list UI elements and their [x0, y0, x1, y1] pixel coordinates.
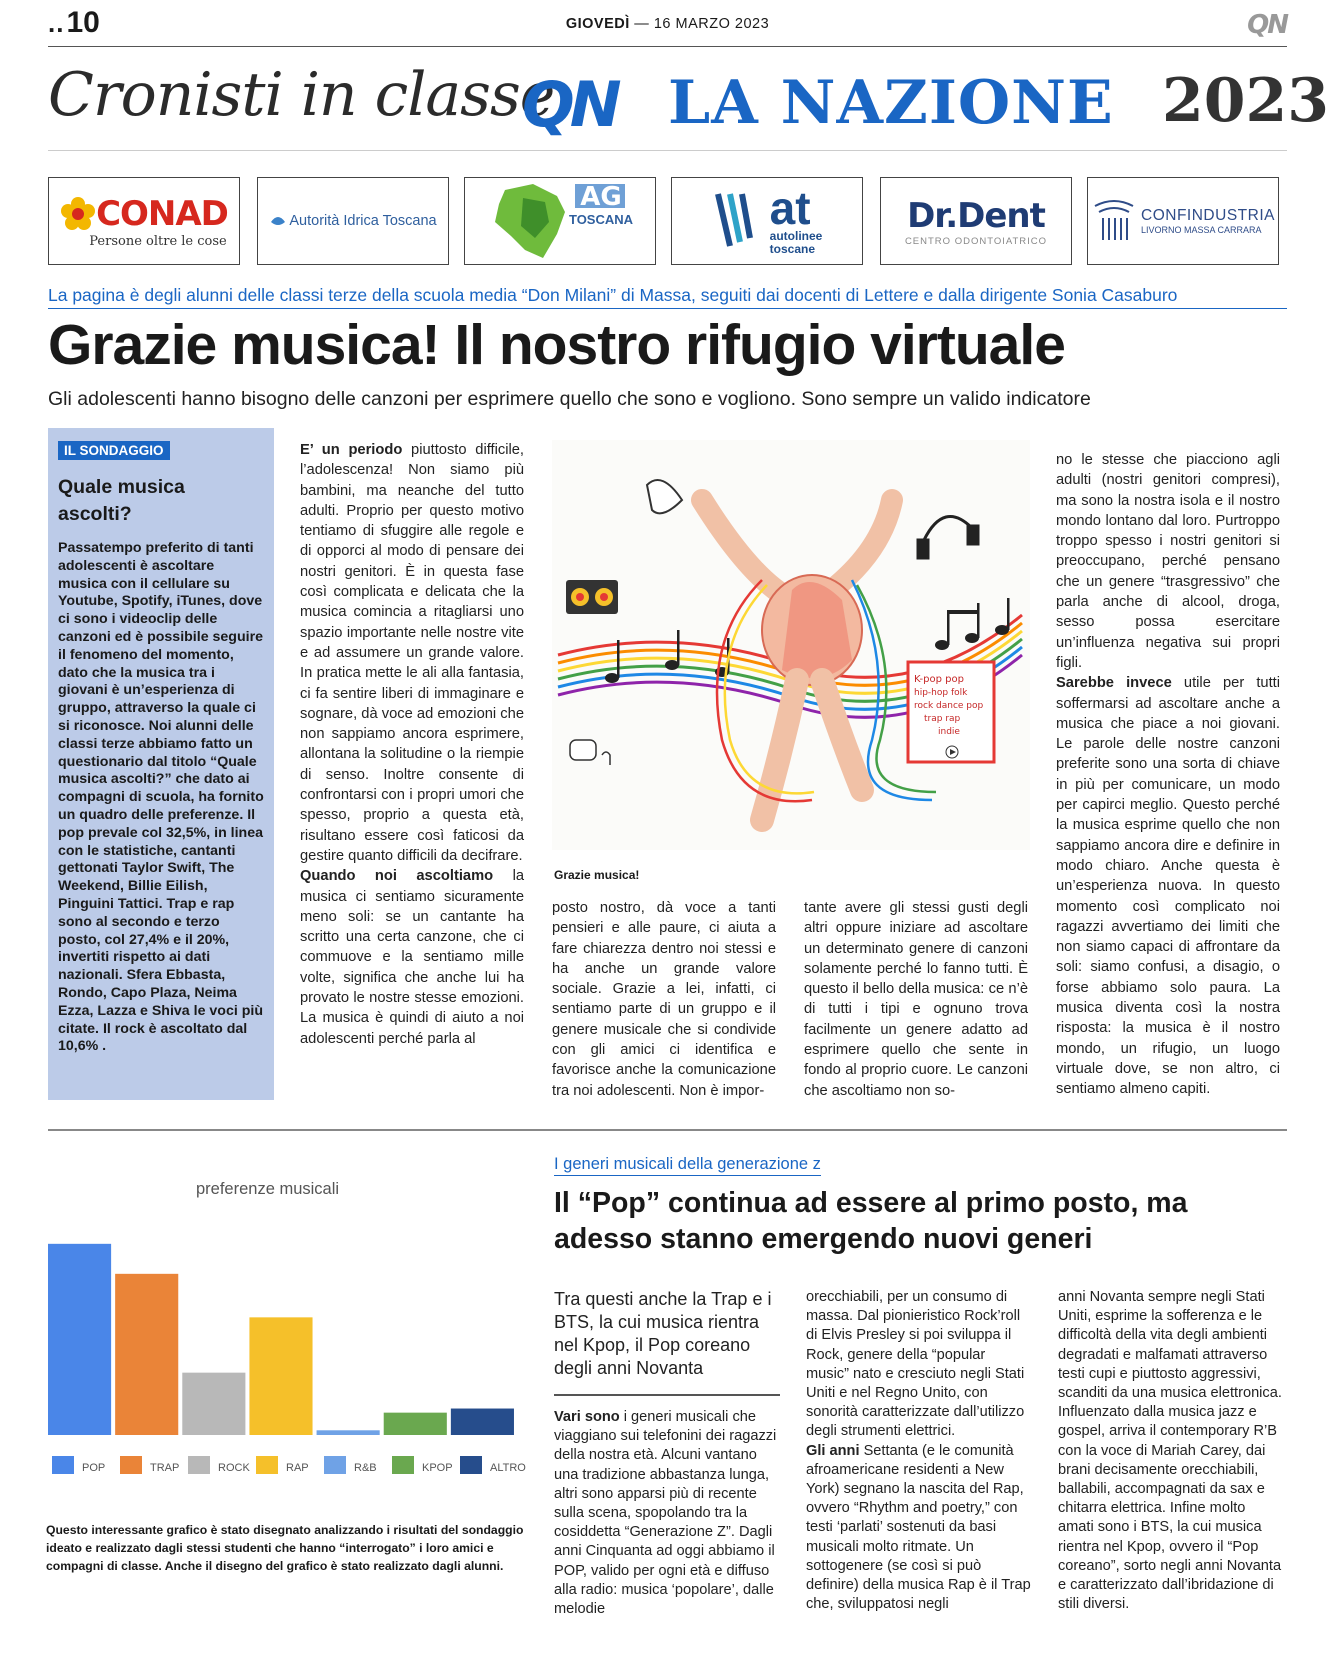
sidebar-title: Quale musica ascolti? [58, 476, 185, 525]
legend-swatch [188, 1456, 210, 1474]
genre-label: hip-hop folk [914, 688, 968, 698]
sponsor-name: Autorità Idrica Toscana [289, 213, 437, 229]
qn-logo: QN [522, 68, 617, 141]
section-column-2 [806, 1288, 1032, 1614]
genre-label: rock dance pop [914, 701, 984, 711]
article-text: utile per tutti soffermarsi ad ascoltare anche a musica che piace a noi giovani. Le parole delle nostre canzoni preferite sono una sorta di chiave in più per comunicare, un modo per capirci meglio. Questo perché la musica esprime quello che non sappiamo ancora dire e definire in modo chiaro. Anche questa è un’esperienza nuova. In questo momento così complicato noi ragazzi avvertiamo dei limiti che non siamo capaci di affrontare da soli: siamo confusi, a disagio, o forse abbiamo solo paura. La musica diventa così la nostra risposta: la musica è il nostro mondo, un rifugio, un luogo virtuale dove, se non altro, ci sentiamo almeno capiti. [1056, 675, 1280, 1098]
section-text: i generi musicali che viaggiano sui telefonini dei ragazzi della nostra età. Alcuni vantano una tradizione abbastanza lunga, altri sono apparsi più di recente sulla scena, spopolando tra la cosiddetta “Generazione Z”. Dagli anni Cinquanta ad oggi abbiamo il POP, valido per ogni età e diffuso alla radio: musica ‘popolare’, dalle melodie [554, 1409, 777, 1618]
phone-genres-icon [908, 662, 994, 762]
bar-pop [48, 1244, 111, 1435]
boombox-icon [566, 580, 618, 614]
bar-rb [317, 1430, 380, 1435]
intro-line: La pagina è degli alunni delle classi terze della scuola media “Don Milani” di Massa, seguiti dai docenti di Lettere e dalla dirigente Sonia Casaburo [48, 285, 1287, 309]
article-lead-in: E’ un periodo [300, 442, 403, 458]
subheadline: Gli adolescenti hanno bisogno delle canzoni per esprimere quello che sono e vogliono. Sono sempre un valido indicatore [48, 388, 1091, 410]
legend-label: ROCK [218, 1462, 250, 1474]
dateline-date: 16 MARZO 2023 [653, 16, 770, 32]
sponsor-sub: toscane [769, 242, 816, 256]
legend-label: POP [82, 1462, 106, 1474]
lead-rule [554, 1394, 780, 1396]
sponsor-name: CONAD [96, 193, 228, 234]
sponsor-confindustria[interactable] [1087, 177, 1279, 265]
article-column-3: tante avere gli stessi gusti degli altri oppure iniziare ad ascoltare un determinato genere di canzoni solamente perché lo fanno tutti. È questo il bello della musica: ce n’è di tutti i tipi e ognuno trova facilmente un genere adatto ad esprimere quello che sente in fondo al proprio cuore. Le canzoni che ascoltiamo non so- [804, 900, 1028, 1099]
image-caption: Grazie musica! [554, 868, 640, 882]
article-text: piuttosto difficile, l’adolescenza! Non siamo più bambini, ma neanche del tutto adulti. Proprio per questo motivo tentiamo di sfuggire alle regole e di opporci al modo di pensare dei nostri genitori. È in questa fase così complicata e delicata che la musica comincia a ritagliarsi uno spazio importante nelle nostre vite e ad assumere un grande valore. In pratica mette le ali alla fantasia, ci fa sentire liberi di immaginare e sognare, dà voce ad emozioni che non sappiamo ancora esprimere, allontana la solitudine o la riempie di senso. Inoltre consente di confrontarsi con i propri umori che spesso, proprio a questa età, risultano essere così faticosi da gestire quanto difficili da decifrare. [300, 442, 524, 864]
legend-swatch [120, 1456, 142, 1474]
music-preferences-chart [48, 1205, 528, 1495]
chart-caption: Questo interessante grafico è stato disegnato analizzando i risultati del sondaggio ideato e realizzato dagli stessi studenti che hanno “interrogato” i loro amici e compagni di classe. Anche il disegno del grafico è stato realizzato dagli alunni. [46, 1523, 524, 1573]
qn-brand-mark: QN [1247, 10, 1287, 40]
sponsor-dr-dent[interactable] [880, 177, 1072, 265]
genre-label: K-pop pop [914, 674, 964, 685]
legend-label: KPOP [422, 1462, 453, 1474]
masthead-year: 2023 [1162, 66, 1329, 136]
section-masthead: Cronisti in classe [48, 60, 555, 130]
bar-chart-svg [48, 1205, 528, 1495]
article-lead-in: Quando noi ascoltiamo [300, 868, 494, 885]
conad-flower-icon [60, 196, 96, 232]
legend-swatch [392, 1456, 414, 1474]
dateline-day: GIOVEDÌ [565, 16, 630, 32]
sidebar-tag: IL SONDAGGIO [58, 441, 170, 460]
headline: Grazie musica! Il nostro rifugio virtuale [48, 313, 1065, 377]
legend-label: RAP [286, 1462, 309, 1474]
bar-kpop [384, 1413, 447, 1435]
chart-title: preferenze musicali [196, 1180, 340, 1198]
section-column-1 [554, 1408, 780, 1619]
genre-label: indie [938, 727, 960, 737]
legend-swatch [52, 1456, 74, 1474]
page-number: ..10 [48, 6, 100, 39]
sponsor-autolinee-toscane[interactable] [671, 177, 863, 265]
bar-altro [451, 1409, 514, 1435]
sponsor-tagline: Persone oltre le cose [89, 233, 227, 249]
section-lead-in: Gli anni [806, 1442, 860, 1459]
legend-swatch [324, 1456, 346, 1474]
bar-rap [249, 1317, 312, 1435]
article-column-4 [1056, 450, 1280, 1100]
sponsor-name: Dr.Dent [907, 195, 1045, 236]
genre-label: trap rap [924, 714, 961, 724]
sidebar-body: Passatempo preferito di tanti adolescenti è ascoltare musica con il cellulare su Youtube, Spotify, iTunes, dove ci sono i videoclip delle canzoni ed è possibile seguire il fenomeno del momento, dato che la musica tra i giovani è un’esperienza di gruppo, attraverso la quale ci si riconosce. Noi alunni delle classi terze abbiamo fatto un questionario dal titolo “Quale musica ascolti?” che dato ai compagni di scuola, ha fornito un quadro delle preferenze. Il pop prevale col 32,5%, in linea con le statistiche, cantanti gettonati Taylor Swift, The Weekend, Billie Eilish, Pinguini Tattici. Trap e rap sono al secondo e terzo posto, col 27,4% e il 20%, invertiti rispetto ai dati nazionali. Sfera Ebbasta, Rondo, Capo Plaza, Neima Ezza, Lazza e Shiva le voci più citate. Il rock è ascoltato dal 10,6% . [58, 540, 264, 1055]
confindustria-eagle-icon [1091, 196, 1137, 246]
bar-trap [115, 1274, 178, 1435]
section-lead-in: Vari sono [554, 1409, 620, 1425]
section-column-3: anni Novanta sempre negli Stati Uniti, esprime la sofferenza e le difficoltà della vita degli ambienti degradati e malfamati attraverso testi cupi e piuttosto aggressivi, scanditi da una musica elettronica. Influenzato dalla musica jazz e gospel, arriva il contemporary R’B con la voce di Mariah Carey, dai brani decisamente orecchiabili, ballabili, accompagnati da sax e chitarra elettrica. Infine molto amati sono i BTS, la cui musica rientra nel Kpop, ovvero il “Pop coreano”, sorto negli anni Novanta e caratterizzato dall’ibridazione di stili diversi. [1058, 1289, 1282, 1613]
article-column-2: posto nostro, dà voce a tanti pensieri e alle paure, ci aiuta a fare chiarezza dentro noi stessi e ha anche un grande valore sociale. Grazie a lei, infatti, ci sentiamo parte di un gruppo e il genere musicale che si condivide con gli amici ci identifica e favorisce anche la comunicazione tra noi adolescenti. Non è impor- [552, 900, 776, 1099]
legend-label: TRAP [150, 1462, 180, 1474]
legend-swatch [256, 1456, 278, 1474]
section-text: Settanta (e le comunità afroamericane residenti a New York) segnano la nascita del Rap, ovvero “Rhythm and poetry,” con testi ‘parlati’ sostenuti da basi musicali molto ritmate. Un sottogenere (se così si può definire) della musica Rap è il Trap che, sviluppatosi negli [806, 1442, 1031, 1613]
sponsor-ait[interactable] [257, 177, 449, 265]
masthead-rule [48, 150, 1287, 151]
sponsor-conad[interactable] [48, 177, 240, 265]
header-rule [48, 46, 1287, 47]
section-divider [48, 1129, 1287, 1131]
water-drop-icon [269, 212, 287, 230]
article-column-1 [300, 440, 524, 1049]
legend-label: R&B [354, 1462, 377, 1474]
section-text: orecchiabili, per un consumo di massa. Dal pionieristico Rock’roll di Elvis Presley si poi sviluppa il Rock, genere della “popular music” nato e cresciuto negli Stati Uniti e nel Regno Unito, con sonorità caratterizzate dall’utilizzo degli strumenti elettrici. [806, 1289, 1025, 1440]
newspaper-title: LA NAZIONE [668, 68, 1114, 138]
sponsor-sub: autolinee [769, 229, 823, 243]
survey-sidebar [48, 428, 274, 1100]
at-stripes-icon [712, 186, 762, 256]
dateline: GIOVEDÌ — 16 MARZO 2023 [565, 16, 770, 32]
sponsor-sub: CENTRO ODONTOIATRICO [904, 235, 1048, 247]
sponsor-sub: LIVORNO MASSA CARRARA [1141, 225, 1262, 235]
sponsor-ag-toscana[interactable] [464, 177, 656, 265]
sponsor-sub: TOSCANA [568, 212, 634, 227]
article-text: no le stesse che piacciono agli adulti (nostri genitori compresi), ma sono la nostra isola e il nostro mondo lontano dal loro. Purtroppo troppo spesso i nostri genitori si preoccupano, perché pensano che un genere “trasgressivo” che parla anche di alcool, droga, sesso possa esercitare un’influenza negativa sui propri figli. [1056, 452, 1280, 671]
section-kicker: I generi musicali della generazione z [554, 1155, 821, 1176]
music-illustration [552, 440, 1030, 882]
sponsor-name: AG [580, 182, 622, 212]
section-title: Il “Pop” continua ad essere al primo posto, ma adesso stanno emergendo nuovi generi [554, 1187, 1188, 1255]
article-text: la musica ci sentiamo sicuramente meno soli: se un cantante ha scritto una certa canzone, che ci commuove e la sentiamo mille volte, significa che anche lui ha provato le nostre stesse emozioni. La musica è quindi di aiuto a noi adolescenti perché parla al [300, 868, 524, 1047]
legend-label: ALTRO [490, 1462, 526, 1474]
legend-swatch [460, 1456, 482, 1474]
sponsor-name: at [769, 182, 811, 234]
section-lead: Tra questi anche la Trap e i BTS, la cui musica rientra nel Kpop, il Pop coreano degli anni Novanta [554, 1289, 772, 1378]
sponsor-name: CONFINDUSTRIA [1141, 207, 1275, 224]
article-lead-in: Sarebbe invece [1056, 675, 1172, 692]
bar-rock [182, 1373, 245, 1435]
